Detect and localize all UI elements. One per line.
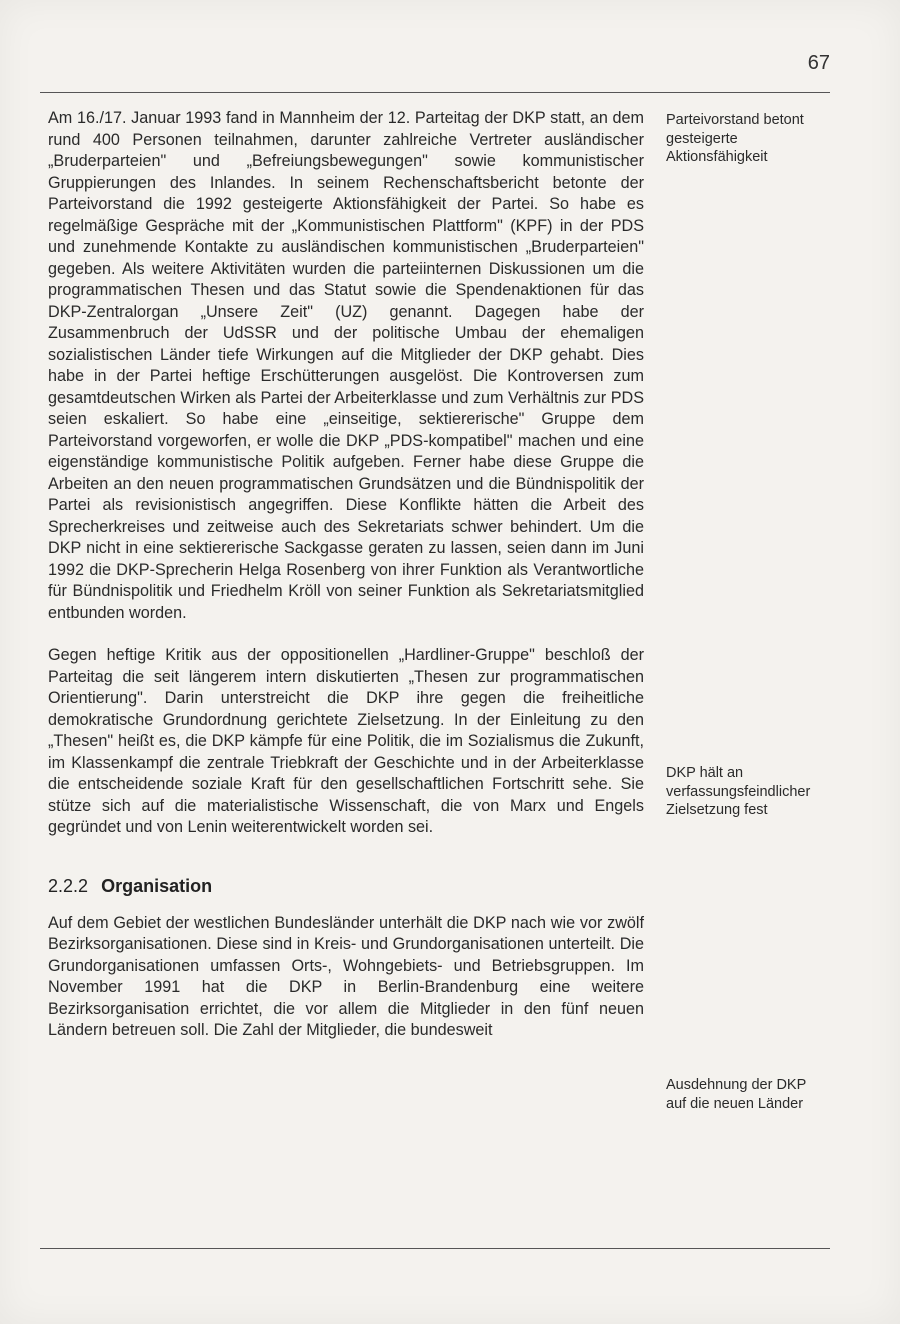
section-title: Organisation bbox=[101, 875, 213, 896]
main-text-column bbox=[48, 108, 644, 1042]
margin-note-zielsetzung: DKP hält an verfassungsfeindlicher Zielsetzung fest bbox=[666, 765, 811, 818]
margin-note-aktionsfaehigkeit: Parteivorstand betont gesteigerte Aktionsfähigkeit bbox=[666, 112, 804, 165]
section-heading bbox=[48, 875, 644, 897]
paragraph-organisation: Auf dem Gebiet der westlichen Bundesländer unterhält die DKP nach wie vor zwölf Bezirksorganisationen. Diese sind in Kreis- und Grundorganisationen unterteilt. Die Grundorganisationen umfassen Orts-, Wohngebiets- und Betriebsgruppen. Im November 1991 hat die DKP in Berlin-Brandenburg eine weitere Bezirksorganisation errichtet, die vor allem die Mitglieder in den fünf neuen Ländern betreuen soll. Die Zahl der Mitglieder, die bundesweit bbox=[48, 913, 644, 1039]
paragraph-parteitag: Am 16./17. Januar 1993 fand in Mannheim der 12. Parteitag der DKP statt, an dem rund 400 Personen teilnahmen, darunter zahlreiche Vertreter ausländischer „Bruderparteien" und „Befreiungsbewegungen" sowie kommunistischer Gruppierungen des Inlandes. In seinem Rechenschaftsbericht betonte der Parteivorstand die 1992 gesteigerte Aktionsfähigkeit der Partei. So habe es regelmäßige Gespräche mit der „Kommunistischen Plattform" (KPF) in der PDS und zunehmende Kontakte zu ausländischen kommunistischen „Bruderparteien" gegeben. Als weitere Aktivitäten wurden die parteiinternen Diskussionen um die programmatischen Thesen und das Statut sowie die Spendenaktionen für das DKP-Zentralorgan „Unsere Zeit" (UZ) genannt. Dagegen habe der Zusammenbruch der UdSSR und der politische Umbau der ehemaligen sozialistischen Länder tiefe Wirkungen auf die Mitglieder der DKP gehabt. Dies habe in der Partei heftige Erschütterungen ausgelöst. Die Kontroversen zum gesamtdeutschen Wirken als Partei der Arbeiterklasse und zum Verhältnis zur PDS seien eskaliert. So habe eine „einseitige, sektiererische" Gruppe dem Parteivorstand vorgeworfen, er wolle die DKP „PDS-kompatibel" machen und eine eigenständige kommunistische Politik aufgeben. Ferner habe diese Gruppe die Arbeiten an den neuen programmatischen Grundsätzen und die Bündnispolitik der Partei als revisionistisch angegriffen. Diese Konflikte hätten die Arbeit des Sprecherkreises und zeitweise auch des Sekretariats schwer behindert. Um die DKP nicht in eine sektiererische Sackgasse geraten zu lassen, seien dann im Juni 1992 die DKP-Sprecherin Helga Rosenberg von ihrer Funktion als Verantwortliche für Bündnispolitik und Friedhelm Kröll von seiner Funktion als Sekretariatsmitglied entbunden worden. bbox=[48, 109, 644, 622]
page-number: 67 bbox=[807, 52, 830, 74]
margin-note-neue-laender: Ausdehnung der DKP auf die neuen Länder bbox=[666, 1077, 807, 1112]
footer-rule bbox=[40, 1248, 830, 1249]
section-number: 2.2.2 bbox=[48, 875, 89, 896]
paragraph-thesen: Gegen heftige Kritik aus der oppositionellen „Hardliner-Gruppe" beschloß der Parteitag die seit längerem intern diskutierten „Thesen zur programmatischen Orientierung". Darin unterstreicht die DKP ihre gegen die freiheitliche demokratische Grundordnung gerichtete Zielsetzung. In der Einleitung zu den „Thesen" heißt es, die DKP kämpfe für eine Politik, die im Sozialismus die Zukunft, im Klassenkampf die zentrale Triebkraft der Geschichte und in der Arbeiterklasse die entscheidende soziale Kraft für den gesellschaftlichen Fortschritt sehe. Sie stütze sich auf die materialistische Wissenschaft, die von Marx und Engels gegründet und von Lenin weiterentwickelt worden sei. bbox=[48, 646, 644, 836]
header-rule bbox=[40, 92, 830, 93]
